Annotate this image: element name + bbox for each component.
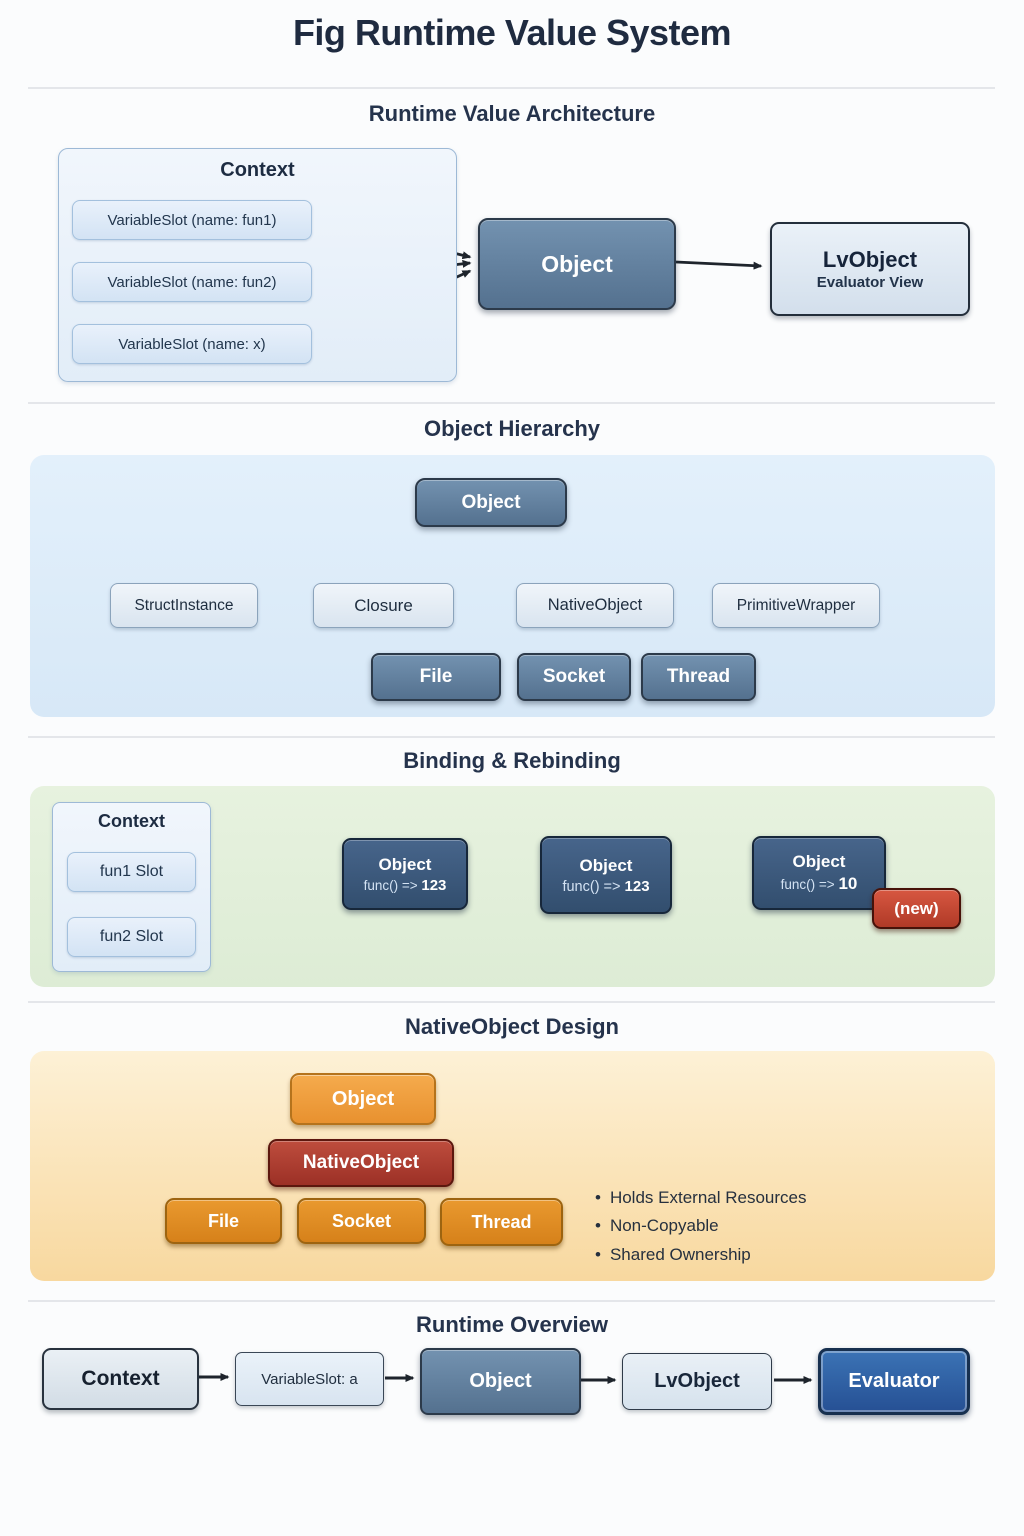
divider	[28, 736, 995, 738]
overview-evaluator: Evaluator	[818, 1348, 970, 1415]
overview-variableslot: VariableSlot: a	[235, 1352, 384, 1406]
bullet-icon: •	[595, 1188, 601, 1207]
bullet-icon: •	[595, 1245, 601, 1264]
divider	[28, 87, 995, 89]
section-heading-overview: Runtime Overview	[416, 1312, 608, 1337]
bullet-text: Shared Ownership	[609, 1245, 751, 1264]
page-title: Fig Runtime Value System	[292, 12, 732, 53]
section-heading-architecture: Runtime Value Architecture	[368, 101, 656, 126]
binding-slot-fun2: fun2 Slot	[67, 917, 196, 957]
context-title: Context	[220, 159, 295, 181]
binding-object-3-value	[781, 874, 858, 894]
binding-object-3-title: Object	[792, 852, 846, 871]
hierarchy-root-object: Object	[415, 478, 567, 527]
new-badge: (new)	[872, 888, 961, 929]
binding-object-2-func: func() =>	[562, 878, 621, 895]
bullet-shared-ownership	[595, 1245, 751, 1265]
binding-object-3-func: func() =>	[780, 877, 835, 892]
section-heading-binding: Binding & Rebinding	[403, 748, 621, 773]
variable-slot-fun2: VariableSlot (name: fun2)	[72, 262, 312, 302]
binding-object-2	[540, 836, 672, 914]
divider	[28, 402, 995, 404]
bullet-text: Holds External Resources	[609, 1188, 807, 1207]
bullet-holds-external-resources	[595, 1188, 806, 1208]
native-root-object: Object	[290, 1073, 436, 1125]
hierarchy-socket: Socket	[517, 653, 631, 701]
hierarchy-thread: Thread	[641, 653, 756, 701]
overview-context: Context	[42, 1348, 199, 1410]
binding-object-1-title: Object	[378, 854, 432, 874]
object-node: Object	[478, 218, 676, 310]
hierarchy-file: File	[371, 653, 501, 701]
divider	[28, 1001, 995, 1003]
binding-slot-fun1: fun1 Slot	[67, 852, 196, 892]
binding-object-2-number: 123	[624, 877, 650, 895]
bullet-text: Non-Copyable	[609, 1216, 719, 1235]
binding-object-1-number: 123	[421, 876, 447, 894]
lvobject-title: LvObject	[822, 247, 918, 272]
section-heading-native: NativeObject Design	[405, 1014, 619, 1039]
binding-object-1-func: func() =>	[363, 877, 418, 893]
native-socket: Socket	[297, 1198, 426, 1244]
binding-object-3	[752, 836, 886, 910]
binding-object-1	[342, 838, 468, 910]
variable-slot-fun1: VariableSlot (name: fun1)	[72, 200, 312, 240]
binding-context-title: Context	[98, 811, 165, 831]
hierarchy-structinstance: StructInstance	[110, 583, 258, 628]
native-nativeobject: NativeObject	[268, 1139, 454, 1187]
hierarchy-closure: Closure	[313, 583, 454, 628]
variable-slot-x: VariableSlot (name: x)	[72, 324, 312, 364]
binding-object-2-title: Object	[579, 855, 633, 875]
divider	[28, 1300, 995, 1302]
lvobject-subtitle: Evaluator View	[816, 274, 924, 291]
section-heading-hierarchy: Object Hierarchy	[423, 416, 601, 441]
hierarchy-primitivewrapper: PrimitiveWrapper	[712, 583, 880, 628]
native-panel	[30, 1051, 995, 1281]
overview-lvobject: LvObject	[622, 1353, 772, 1410]
bullet-non-copyable	[595, 1216, 719, 1236]
native-thread: Thread	[440, 1198, 563, 1246]
hierarchy-nativeobject: NativeObject	[516, 583, 674, 628]
bullet-icon: •	[595, 1216, 601, 1235]
overview-object: Object	[420, 1348, 581, 1415]
lvobject-node	[770, 222, 970, 316]
binding-object-3-number: 10	[838, 874, 858, 893]
binding-object-2-value	[562, 878, 649, 895]
native-file: File	[165, 1198, 282, 1244]
binding-object-1-value	[364, 877, 447, 894]
